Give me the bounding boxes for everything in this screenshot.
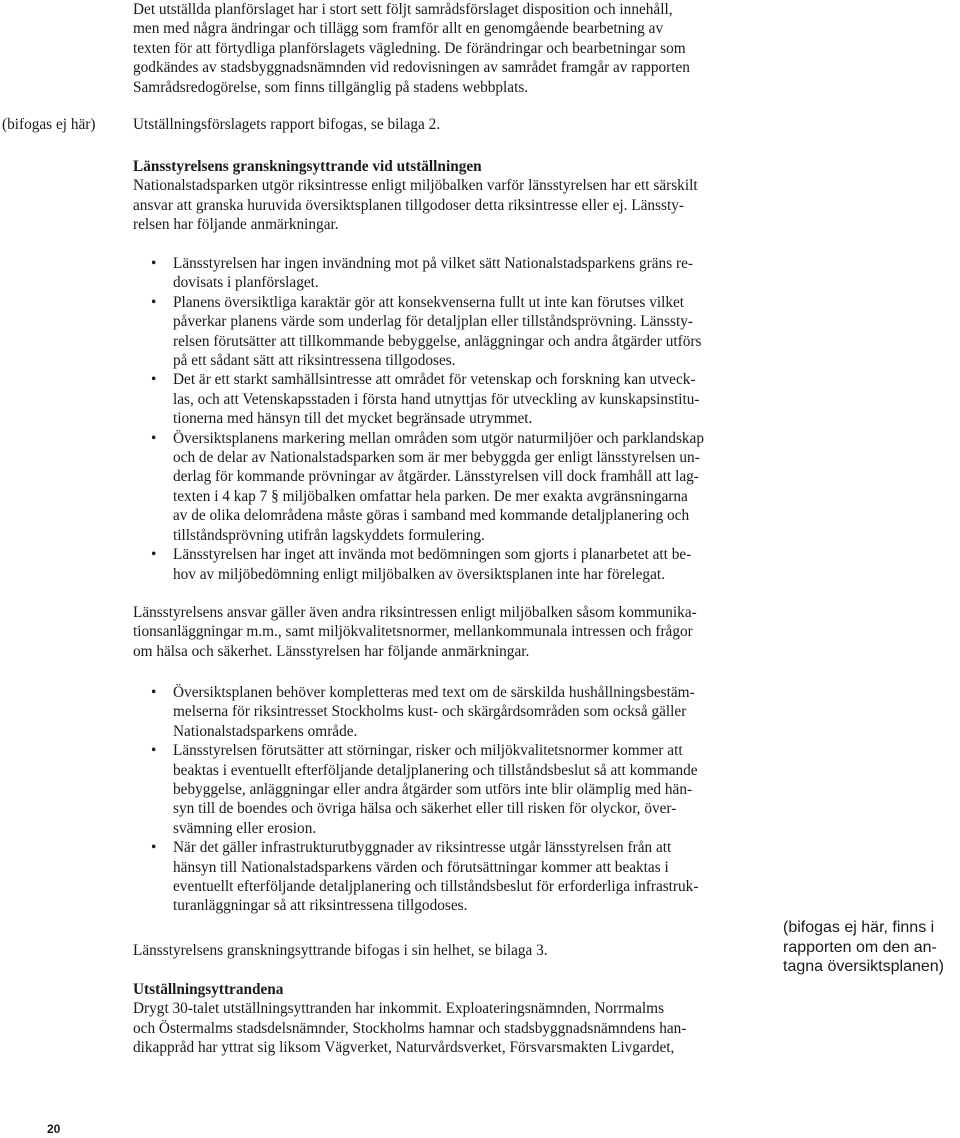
side-note-line: (bifogas ej här, finns i — [783, 919, 935, 936]
intro-paragraph — [133, 0, 773, 97]
bullet-line: hov av miljöbedömning enligt miljöbalken av översiktsplanen inte har förelegat. — [173, 565, 665, 583]
paragraph-line: Drygt 30-talet utställningsyttranden har inkommit. Exploateringsnämnden, Norrmalms — [133, 1000, 665, 1018]
bullet-line: • Det är ett starkt samhällsintresse att området för vetenskap och forskning kan utveck- — [173, 371, 696, 389]
page-number: 20 — [47, 1122, 61, 1136]
bullet-line: tionerna med hänsyn till det mycket begränsade utrymmet. — [173, 410, 533, 428]
bullet-item — [133, 838, 773, 916]
bullet-line: Nationalstadsparkens område. — [173, 722, 358, 740]
bullet-item — [133, 293, 773, 371]
bilaga-2-note: Utställningsförslagets rapport bifogas, se bilaga 2. — [133, 116, 441, 133]
bullet-line: av de olika delområdena måste göras i samband med kommande detaljplanering och — [173, 507, 690, 525]
bullet-line: påverkar planens värde som underlag för detaljplan eller tillståndsprövning. Länssty- — [173, 313, 693, 331]
intro-line: texten för att förtydliga planförslagets vägledning. De förändringar och bearbetningar som — [133, 39, 686, 57]
bullet-line: bebyggelse, anläggningar eller andra åtgärder som utförs inte blir olämplig med hän- — [173, 781, 693, 799]
paragraph-line: relsen har följande anmärkningar. — [133, 216, 339, 234]
lansstyrelsen-section — [133, 157, 773, 235]
paragraph-line: dikappråd har yttrat sig liksom Vägverket, Naturvårdsverket, Försvarsmakten Livgardet, — [133, 1039, 675, 1057]
bullet-line: melserna för riksintresset Stockholms kust- och skärgårdsområden som också gäller — [173, 703, 687, 721]
bilaga-3-note: Länsstyrelsens granskningsyttrande bifogas i sin helhet, se bilaga 3. — [133, 942, 548, 959]
bullet-line: relsen förutsätter att tillkommande bebyggelse, anläggningar och andra åtgärder utförs — [173, 332, 702, 350]
bullet-line: syn till de boendes och övriga hälsa och säkerhet eller till risken för olyckor, över- — [173, 800, 677, 818]
bullet-line: hänsyn till Nationalstadsparkens värden och förutsättningar kommer att beaktas i — [173, 858, 669, 876]
utstallning-paragraph — [133, 999, 773, 1057]
bullet-line: derlag för kommande prövningar av åtgärder. Länsstyrelsen vill dock framhåll att lag- — [173, 468, 699, 486]
bullet-line: turanläggningar så att riksintressena tillgodoses. — [173, 897, 468, 915]
bullet-line: dovisats i planförslaget. — [173, 274, 319, 292]
lansstyrelsen-paragraph-1 — [133, 176, 773, 234]
bullet-line: • Länsstyrelsen har inget att invända mot bedömningen som gjorts i planarbetet att be- — [173, 546, 692, 564]
margin-note-bifogas: (bifogas ej här) — [2, 116, 96, 133]
bullet-item — [133, 429, 773, 545]
bullet-line: • Länsstyrelsen förutsätter att störningar, risker och miljökvalitetsnormer kommer att — [173, 742, 683, 760]
bullet-list-1 — [133, 254, 773, 584]
paragraph-line: tionsanläggningar m.m., samt miljökvalitetsnormer, mellankommunala intressen och frågor — [133, 623, 693, 641]
paragraph-line: om hälsa och säkerhet. Länsstyrelsen har följande anmärkningar. — [133, 642, 530, 660]
bullet-line: • Översiktsplanen behöver kompletteras med text om de särskilda hushållningsbestäm- — [173, 684, 695, 701]
bullet-line: beaktas i eventuellt efterföljande detaljplanering och tillståndsbeslut så att kommande — [173, 761, 698, 779]
intro-line: godkändes av stadsbyggnadsnämnden vid redovisningen av samrådet framgår av rapporten — [133, 59, 690, 77]
section-heading-utstallning: Utställningsyttrandena — [133, 981, 284, 998]
bullet-line: • Planens översiktliga karaktär gör att konsekvenserna fullt ut inte kan förutses vilket — [173, 293, 685, 311]
paragraph-line: Nationalstadsparken utgör riksintresse enligt miljöbalken varför länsstyrelsen har ett särskilt — [133, 177, 698, 195]
bullet-line: svämning eller erosion. — [173, 819, 317, 837]
lansstyrelsen-paragraph-2 — [133, 603, 773, 661]
bullet-line: eventuellt efterföljande detaljplanering och tillståndsbeslut för erforderliga infrastruk- — [173, 878, 699, 896]
bullet-line: • Länsstyrelsen har ingen invändning mot på vilket sätt Nationalstadsparkens gräns re- — [173, 255, 693, 272]
bullet-item — [133, 741, 773, 838]
bullet-item — [133, 545, 773, 584]
side-note — [783, 918, 958, 977]
paragraph-line: ansvar att granska huruvida översiktsplanen tillgodoser detta riksintresse eller ej. Länssty- — [133, 196, 684, 214]
intro-line: Samrådsredogörelse, som finns tillgänglig på stadens webbplats. — [133, 78, 529, 96]
bullet-item — [133, 370, 773, 428]
intro-line: Det utställda planförslaget har i stort sett följt samrådsförslaget disposition och innehåll, — [133, 1, 673, 18]
utstallning-section — [133, 980, 773, 1058]
bullet-line: texten i 4 kap 7 § miljöbalken omfattar hela parken. De mer exakta avgränsningarna — [173, 487, 688, 505]
bullet-line: • När det gäller infrastrukturutbyggnader av riksintresse utgår länsstyrelsen från att — [173, 839, 672, 857]
bullet-line: • Översiktsplanens markering mellan områden som utgör naturmiljöer och parklandskap — [173, 429, 704, 447]
bullet-line: las, och att Vetenskapsstaden i första hand utnyttjas för utveckling av kunskapsinstitu- — [173, 390, 700, 408]
bullet-item — [133, 683, 773, 741]
bullet-list-2 — [133, 683, 773, 916]
bullet-line: på ett sådant sätt att riksintressena tillgodoses. — [173, 352, 456, 370]
side-note-line: tagna översiktsplanen) — [783, 958, 944, 975]
bullet-line: och de delar av Nationalstadsparken som är mer bebyggda ger enligt länsstyrelsen un- — [173, 449, 700, 467]
bullet-line: tillståndsprövning utifrån lagskyddets formulering. — [173, 526, 485, 544]
intro-line: men med några ändringar och tillägg som framför allt en genomgående bearbetning av — [133, 20, 664, 38]
bullet-item — [133, 254, 773, 293]
section-heading-lansstyrelsen: Länsstyrelsens granskningsyttrande vid utställningen — [133, 158, 482, 175]
paragraph-line: och Östermalms stadsdelsnämnder, Stockholms hamnar och stadsbyggnadsnämndens han- — [133, 1019, 687, 1037]
side-note-line: rapporten om den an- — [783, 938, 937, 956]
paragraph-line: Länsstyrelsens ansvar gäller även andra riksintressen enligt miljöbalken såsom kommunika- — [133, 604, 697, 621]
